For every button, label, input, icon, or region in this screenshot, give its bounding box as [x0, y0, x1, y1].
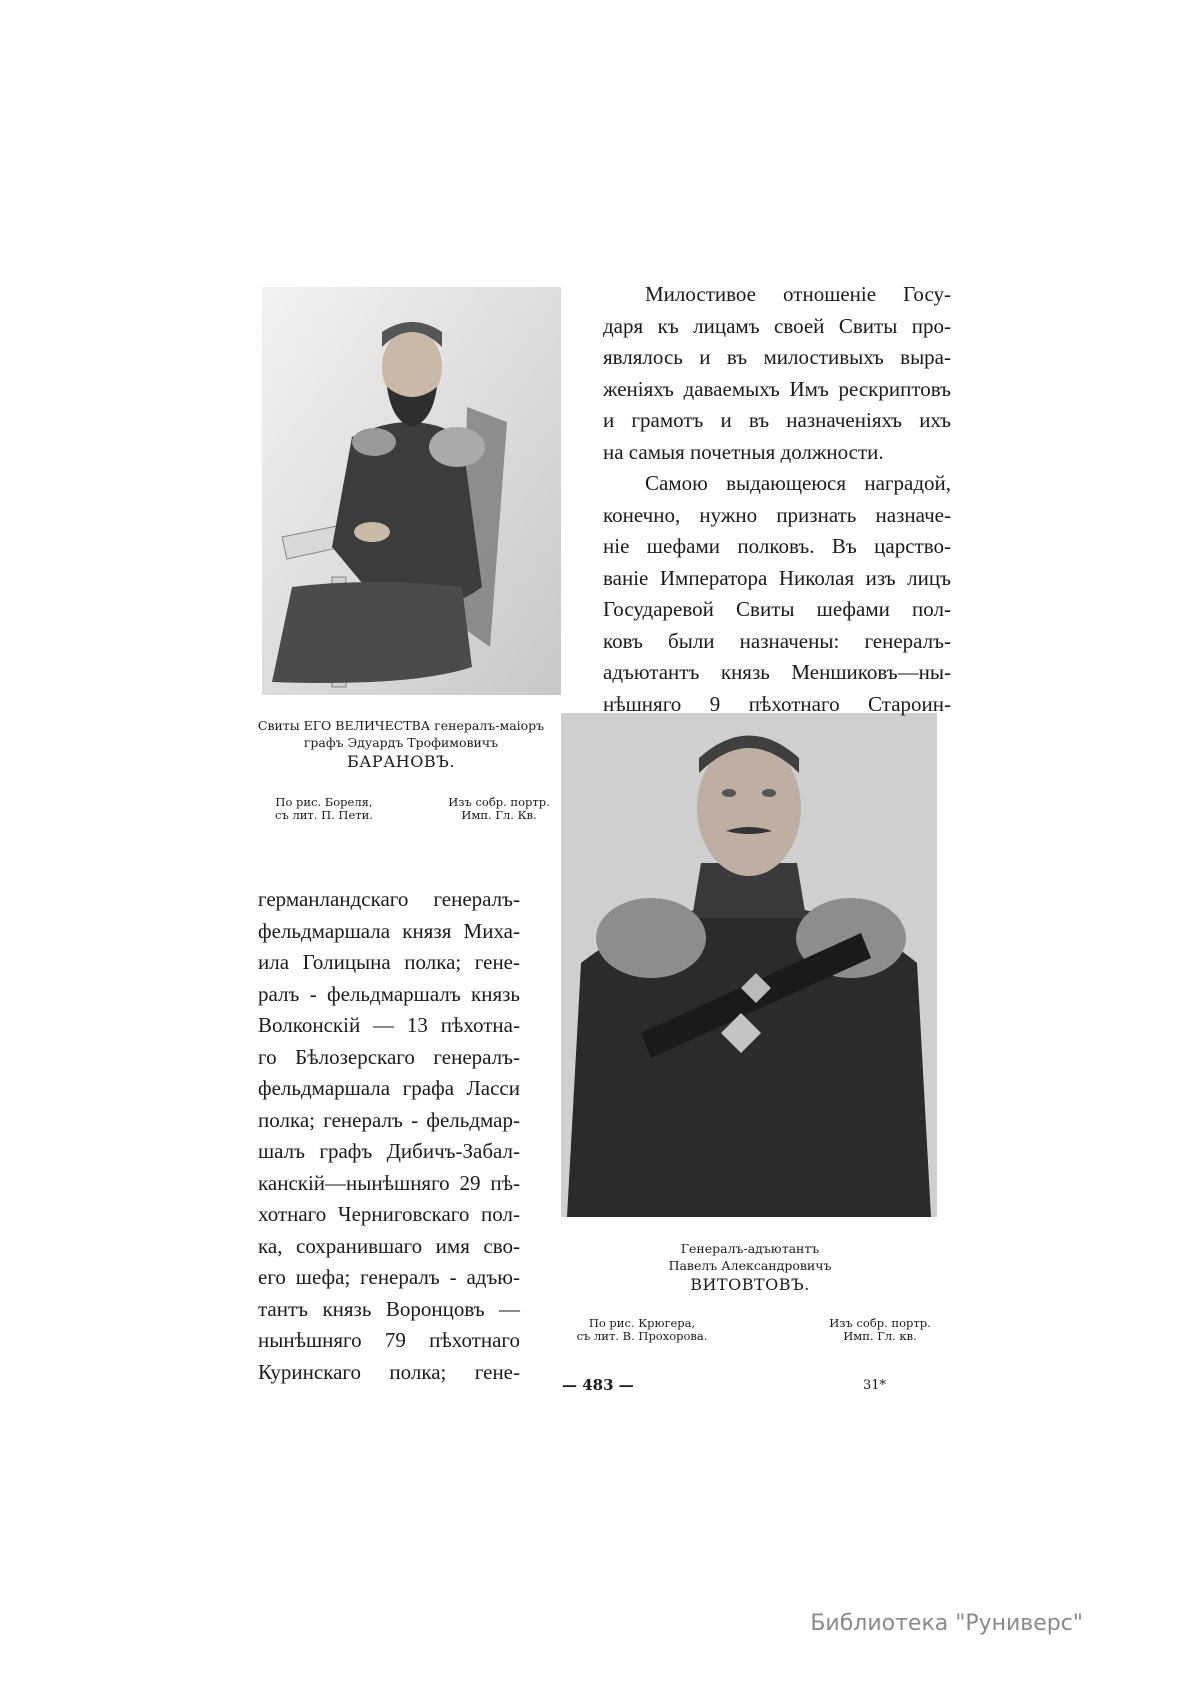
- right-column-text: [603, 279, 951, 720]
- text-line: Куринскаго полка; гене-: [258, 1359, 520, 1384]
- text-line: ка, сохранившаго имя сво-: [258, 1233, 520, 1258]
- text-line: адъютантъ князь Меншиковъ—ны-: [603, 660, 951, 684]
- text-line: ралъ - фельдмаршалъ князь: [258, 981, 520, 1006]
- text-line: фельдмаршала графа Ласси: [258, 1076, 520, 1100]
- caption-name: ВИТОВТОВЪ.: [690, 1275, 810, 1294]
- text-line: Самою выдающеюся наградой,: [645, 471, 951, 495]
- text-line: конечно, нужно признать назначе-: [603, 502, 951, 527]
- text-line: хотнаго Черниговскаго пол-: [258, 1202, 520, 1226]
- text-line: ніе шефами полковъ. Въ царство-: [603, 534, 951, 558]
- text-line: его шефа; генералъ - адъю-: [258, 1265, 520, 1289]
- text-line: ковъ были назначены: генералъ-: [603, 628, 951, 653]
- text-line: полка; генералъ - фельдмар-: [258, 1107, 520, 1132]
- caption-name: БАРАНОВЪ.: [347, 752, 455, 771]
- credit-line: По рис. Бореля,: [275, 795, 373, 809]
- text-line: даря къ лицамъ своей Свиты про-: [603, 313, 951, 338]
- credit-line: Изъ собр. портр.: [829, 1316, 931, 1330]
- text-line: ила Голицына полка; гене-: [258, 950, 520, 974]
- text-line: на самыя почетныя должности.: [603, 439, 884, 464]
- caption-title: Генералъ-адъютантъ: [680, 1241, 820, 1256]
- text-line: ваніе Императора Николая изъ лицъ: [603, 565, 951, 590]
- text-line: шалъ графъ Дибичъ-Забал-: [258, 1139, 520, 1163]
- portrait-vitovtov: [561, 713, 937, 1217]
- text-line: го Бѣлозерскаго генералъ-: [258, 1044, 520, 1069]
- portrait-caption-vitovtov: [570, 1240, 930, 1295]
- page-number: — 483 —: [562, 1376, 634, 1394]
- text-line: Милостивое отношеніе Госу-: [645, 282, 951, 306]
- text-line: канскій—нынѣшняго 29 пѣ-: [258, 1170, 520, 1195]
- credit-line: съ лит. П. Пети.: [275, 808, 373, 822]
- text-line: женіяхъ даваемыхъ Имъ рескриптовъ: [603, 376, 951, 401]
- caption-title: Свиты ЕГО ВЕЛИЧЕСТВА генералъ-маіоръ: [257, 718, 545, 733]
- credit-collection: [805, 1317, 955, 1343]
- text-line: тантъ князь Воронцовъ —: [258, 1296, 520, 1321]
- portrait-caption-baranov: [236, 717, 566, 772]
- credit-line: Имп. Гл. Кв.: [461, 808, 537, 822]
- text-line: и грамотъ и въ назначеніяхъ ихъ: [603, 408, 951, 432]
- credit-line: съ лит. В. Прохорова.: [576, 1329, 708, 1343]
- signature-mark: 31*: [863, 1378, 887, 1393]
- credit-artist: [552, 1317, 732, 1343]
- credit-artist: [254, 796, 394, 822]
- text-line: нынѣшняго 79 пѣхотнаго: [258, 1328, 520, 1352]
- portrait-baranov: [262, 287, 561, 695]
- caption-subtitle: графъ Эдуардъ Трофимовичъ: [303, 735, 499, 750]
- text-line: являлось и въ милостивыхъ выра-: [603, 345, 951, 369]
- caption-subtitle: Павелъ Александровичъ: [668, 1258, 832, 1273]
- left-column-text: [258, 884, 520, 1388]
- credit-collection: [424, 796, 574, 822]
- text-line: Волконскій — 13 пѣхотна-: [258, 1013, 520, 1037]
- text-line: Государевой Свиты шефами пол-: [603, 597, 951, 621]
- text-line: германландскаго генералъ-: [258, 887, 520, 911]
- text-line: нѣшняго 9 пѣхотнаго Староин-: [603, 691, 951, 716]
- library-watermark: Библиотека "Руниверс": [810, 1611, 1083, 1636]
- credit-line: Изъ собр. портр.: [448, 795, 550, 809]
- text-line: фельдмаршала князя Миха-: [258, 918, 520, 943]
- credit-line: По рис. Крюгера,: [588, 1316, 696, 1330]
- credit-line: Имп. Гл. кв.: [843, 1329, 917, 1343]
